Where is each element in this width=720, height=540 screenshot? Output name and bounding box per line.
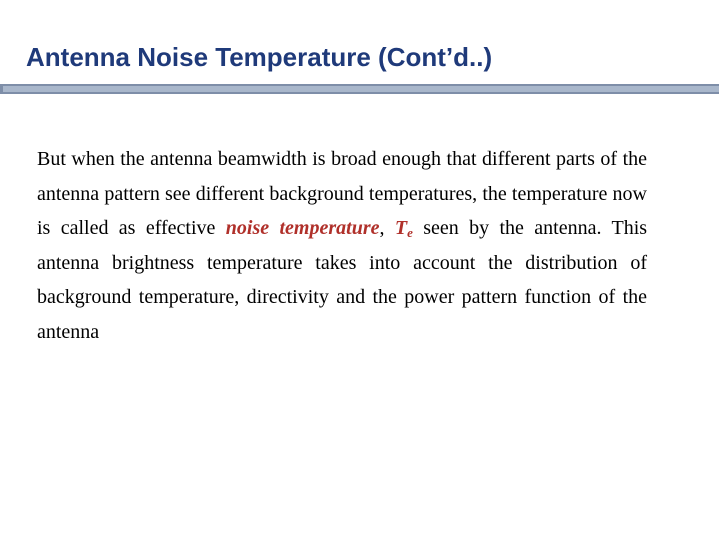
comma-separator: , bbox=[379, 217, 395, 239]
symbol-te bbox=[395, 217, 413, 239]
paragraph-text-rest: seen by the antenna. This antenna brightness temperature takes into account the distribution of background temperature, directivity and the power pattern function of the antenna bbox=[37, 217, 648, 343]
body-paragraph bbox=[37, 142, 647, 349]
highlight-term-noise: noise bbox=[225, 217, 270, 239]
title-divider bbox=[0, 84, 719, 94]
paragraph-text-intro: But when the antenna beamwidth is broad enough that different parts of the antenna pattern see different background temperatures, the temperature now is called as effective bbox=[37, 148, 647, 239]
symbol-main: T bbox=[394, 217, 408, 239]
symbol-subscript: e bbox=[407, 225, 413, 240]
highlight-term-temperature: temperature bbox=[279, 217, 380, 239]
slide-title: Antenna Noise Temperature (Cont’d..) bbox=[26, 42, 493, 72]
